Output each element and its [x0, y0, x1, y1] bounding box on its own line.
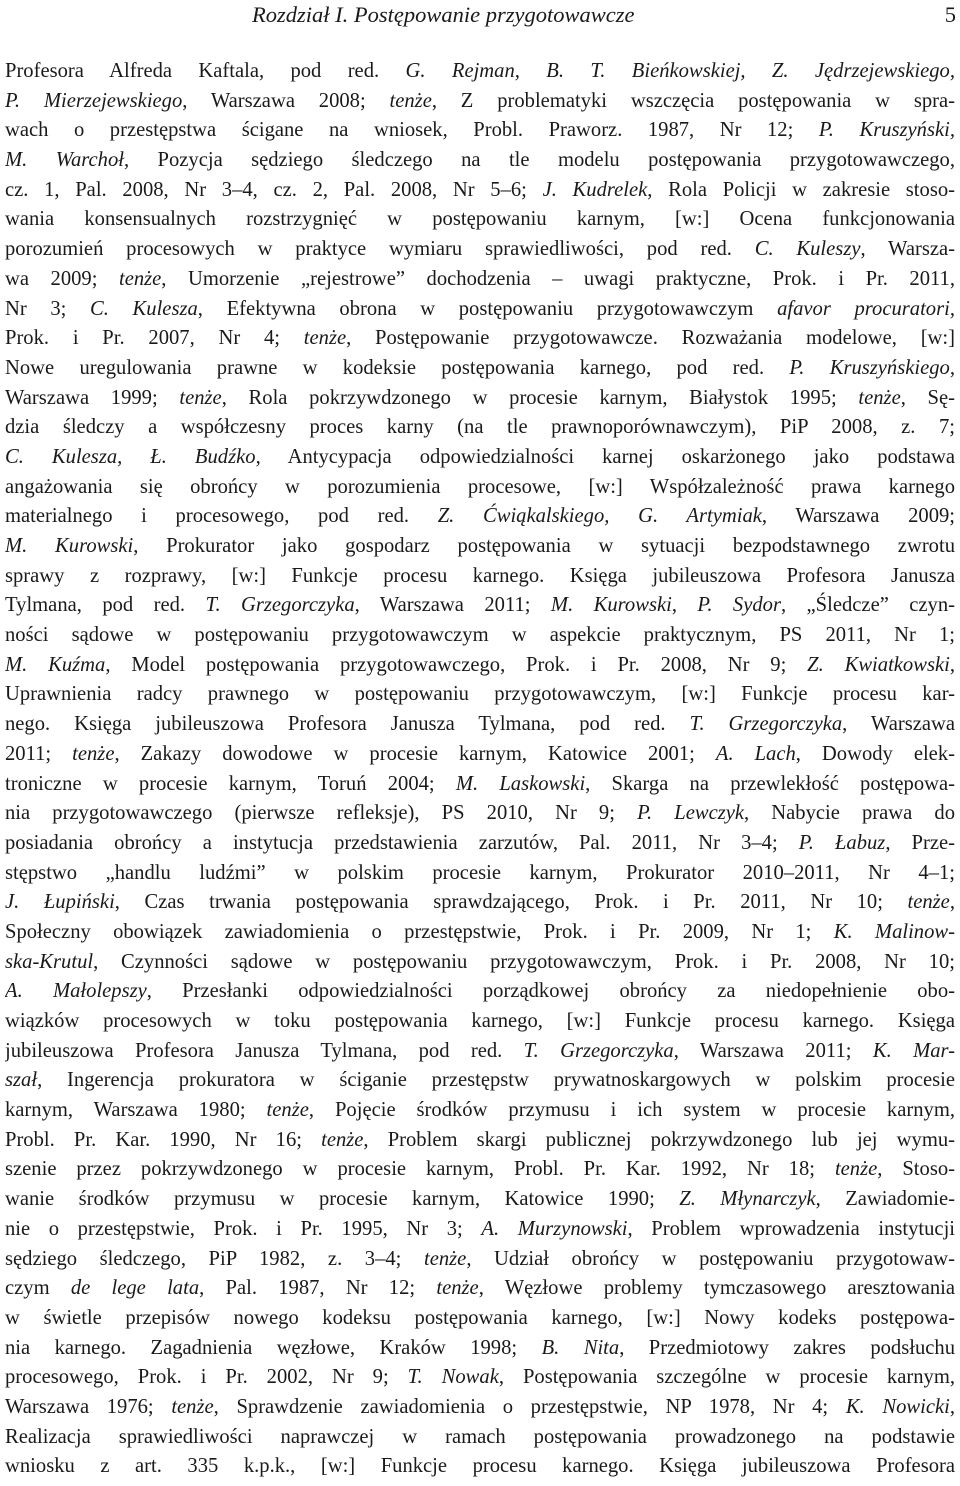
- text-segment: nia karnego. Zagadnienia węzłowe, Kraków 1998;: [5, 1336, 542, 1359]
- italic-segment: M. Laskowski: [455, 772, 586, 795]
- italic-segment: J. Kudrelek: [542, 178, 648, 201]
- italic-segment: de lege lata: [70, 1277, 200, 1300]
- text-line: [5, 87, 955, 117]
- text-line: [5, 1423, 955, 1453]
- italic-segment: K. Nowicki: [845, 1395, 950, 1418]
- italic-segment: Z. Młynarczyk: [679, 1188, 816, 1211]
- italic-segment: tenże: [389, 89, 432, 112]
- italic-segment: P. Kruszyński,: [818, 119, 955, 142]
- text-segment: Realizacja sprawiedliwości naprawczej w ramach postępowania prowadzonego na podstawie: [5, 1425, 955, 1448]
- text-segment: , Warszawa 2011;: [354, 594, 551, 617]
- text-segment: , Warsza-: [860, 238, 955, 261]
- text-line: [5, 1452, 955, 1482]
- text-segment: troniczne w procesie karnym, Toruń 2004;: [5, 772, 456, 795]
- italic-segment: P. Sydor: [697, 594, 781, 617]
- text-line: [5, 680, 955, 710]
- text-segment: nia przygotowawczego (pierwsze refleksje), PS 2010, Nr 9;: [5, 802, 638, 825]
- italic-segment: tenże: [321, 1128, 364, 1151]
- text-line: [5, 710, 955, 740]
- italic-segment: P. Lewczyk: [637, 802, 745, 825]
- text-segment: wa 2009;: [5, 267, 119, 290]
- italic-segment: afavor procuratori: [777, 297, 950, 320]
- text-segment: Uprawnienia radcy prawnego w postępowaniu przygotowawczym, [w:] Funkcje procesu kar-: [5, 683, 955, 706]
- italic-segment: M. Warchoł: [5, 149, 124, 172]
- text-segment: , Przedmiotowy zakres podsłuchu: [619, 1336, 955, 1359]
- text-segment: wiązków procesowych w toku postępowania karnego, [w:] Funkcje procesu karnego. Księga: [5, 1010, 955, 1032]
- text-line: [5, 1393, 955, 1423]
- italic-segment: C. Kulesza, Ł. Budźko: [5, 445, 256, 468]
- text-segment: , Ingerencja prokuratora w ściganie przestępstw prywatnoskargowych w polskim procesie: [37, 1069, 955, 1092]
- text-segment: Społeczny obowiązek zawiadomienia o przestępstwie, Prok. i Pr. 2009, Nr 1;: [5, 920, 834, 943]
- text-line: [5, 57, 955, 87]
- text-segment: ,: [949, 356, 955, 379]
- text-segment: stępstwo „handlu ludźmi” w polskim procesie karnym, Prokurator 2010–2011, Nr 4–1;: [5, 861, 955, 884]
- italic-segment: tenże: [72, 742, 115, 765]
- italic-segment: tenże: [834, 1158, 878, 1181]
- text-line: [5, 295, 955, 325]
- text-segment: , Model postępowania przygotowawczego, Prok. i Pr. 2008, Nr 9;: [105, 653, 808, 676]
- text-segment: , „Śledcze” czyn-: [780, 594, 955, 617]
- text-segment: , Zakazy dowodowe w procesie karnym, Katowice 2001;: [114, 742, 716, 765]
- text-line: [5, 1304, 955, 1334]
- text-line: [5, 977, 955, 1007]
- italic-segment: tenże: [266, 1099, 309, 1122]
- text-line: [5, 1274, 955, 1304]
- text-line: [5, 1066, 955, 1096]
- italic-segment: G. Rejman, B. T. Bieńkowskiej, Z. Jędrzejewskiego,: [405, 60, 955, 82]
- text-segment: cz. 1, Pal. 2008, Nr 3–4, cz. 2, Pal. 2008, Nr 5–6;: [5, 178, 543, 201]
- italic-segment: A. Lach: [715, 742, 796, 765]
- text-line: [5, 888, 955, 918]
- text-segment: , Warszawa 2011;: [673, 1039, 873, 1062]
- text-line: [5, 235, 955, 265]
- text-line: [5, 740, 955, 770]
- text-segment: , Efektywna obrona w postępowaniu przygotowawczym: [197, 297, 778, 320]
- italic-segment: K. Mar-: [872, 1039, 955, 1062]
- text-segment: sprawy z rozprawy, [w:] Funkcje procesu karnego. Księga jubileuszowa Profesora Janusza: [5, 564, 955, 587]
- text-line: [5, 562, 955, 592]
- text-line: [5, 1363, 955, 1393]
- text-segment: , Zawiadomie-: [815, 1188, 955, 1211]
- text-segment: procesowego, Prok. i Pr. 2002, Nr 9;: [5, 1366, 408, 1389]
- running-head: [0, 2, 960, 32]
- text-segment: Warszawa 1999;: [5, 386, 180, 409]
- italic-segment: C. Kuleszy: [754, 238, 861, 261]
- text-segment: , Warszawa: [842, 713, 955, 736]
- italic-segment: J. Łupiński: [5, 891, 115, 914]
- italic-segment: P. Łabuz: [798, 831, 886, 854]
- text-line: [5, 116, 955, 146]
- italic-segment: tenże: [303, 327, 347, 350]
- italic-segment: tenże: [171, 1395, 214, 1418]
- italic-segment: szał: [5, 1069, 38, 1092]
- text-segment: wanie środków przymusu w procesie karnym, Katowice 1990;: [5, 1188, 680, 1211]
- italic-segment: C. Kulesza: [90, 297, 198, 320]
- text-line: [5, 443, 955, 473]
- page-number: 5: [944, 2, 956, 27]
- text-segment: ,: [949, 1395, 955, 1418]
- text-segment: , Problem wprowadzenia instytucji: [627, 1217, 955, 1240]
- text-segment: dzia śledczy a współczesny proces karny (na tle prawnoporównawczym), PiP 2008, z. 7;: [5, 416, 955, 439]
- text-line: [5, 918, 955, 948]
- text-line: [5, 354, 955, 384]
- text-segment: porozumień procesowych w praktyce wymiaru sprawiedliwości, pod red.: [5, 238, 755, 261]
- text-segment: , Nabycie prawa do: [744, 802, 955, 825]
- italic-segment: tenże: [436, 1277, 479, 1300]
- italic-segment: Z. Kwiatkowski: [807, 653, 950, 676]
- text-line: [5, 1155, 955, 1185]
- italic-segment: ska-Krutul: [5, 950, 94, 973]
- text-line: [5, 591, 955, 621]
- text-line: [5, 384, 955, 414]
- text-segment: karnym, Warszawa 1980;: [5, 1099, 267, 1122]
- text-line: [5, 829, 955, 859]
- text-segment: , Czynności sądowe w postępowaniu przygotowawczym, Prok. i Pr. 2008, Nr 10;: [93, 950, 955, 973]
- text-segment: , Stoso-: [877, 1158, 955, 1181]
- text-segment: materialnego i procesowego, pod red.: [5, 505, 438, 528]
- text-segment: , Pozycja sędziego śledczego na tle modelu postępowania przygotowawczego,: [123, 149, 955, 172]
- text-segment: Profesora Alfreda Kaftala, pod red.: [5, 60, 406, 82]
- text-segment: 2011;: [5, 742, 73, 765]
- text-segment: , Rola pokrzywdzonego w procesie karnym, Białystok 1995;: [221, 386, 859, 409]
- text-line: [5, 1037, 955, 1067]
- text-line: [5, 413, 955, 443]
- text-segment: , Warszawa 2008;: [182, 89, 390, 112]
- text-line: [5, 1185, 955, 1215]
- text-segment: ,: [949, 653, 955, 676]
- text-segment: , Umorzenie „rejestrowe” dochodzenia – uwagi praktyczne, Prok. i Pr. 2011,: [161, 267, 955, 290]
- text-line: [5, 502, 955, 532]
- text-line: [5, 1245, 955, 1275]
- text-line: [5, 770, 955, 800]
- text-line: [5, 621, 955, 651]
- text-line: [5, 205, 955, 235]
- text-line: [5, 1007, 955, 1037]
- text-segment: , Dowody elek-: [795, 742, 955, 765]
- text-segment: Probl. Pr. Kar. 1990, Nr 16;: [5, 1128, 322, 1151]
- italic-segment: M. Kuźma: [5, 653, 106, 676]
- italic-segment: T. Nowak: [407, 1366, 499, 1389]
- text-segment: , Z problematyki wszczęcia postępowania w spra-: [431, 89, 955, 112]
- italic-segment: K. Malinow-: [833, 920, 955, 943]
- text-segment: wniosku z art. 335 k.p.k., [w:] Funkcje procesu karnego. Księga jubileuszowa Profesora: [5, 1455, 955, 1478]
- text-segment: jubileuszowa Profesora Janusza Tylmana, pod red.: [5, 1039, 524, 1062]
- text-segment: , Rola Policji w zakresie stoso-: [647, 178, 955, 201]
- italic-segment: tenże: [907, 891, 950, 914]
- text-segment: wania konsensualnych rozstrzygnięć w postępowaniu karnym, [w:] Ocena funkcjonowania: [5, 208, 955, 231]
- italic-segment: T. Grzegorczyka: [523, 1039, 674, 1062]
- text-segment: , Sę-: [900, 386, 955, 409]
- text-segment: , Sprawdzenie zawiadomienia o przestępstwie, NP 1978, Nr 4;: [213, 1395, 846, 1418]
- text-segment: sędziego śledczego, PiP 1982, z. 3–4;: [5, 1247, 424, 1270]
- text-segment: ,: [671, 594, 698, 617]
- text-segment: posiadania obrońcy a instytucja przedstawienia zarzutów, Pal. 2011, Nr 3–4;: [5, 831, 799, 854]
- text-segment: Warszawa 1976;: [5, 1395, 172, 1418]
- text-segment: ności sądowe w postępowaniu przygotowawczym w aspekcie praktycznym, PS 2011, Nr 1;: [5, 624, 955, 647]
- text-segment: , Antycypacja odpowiedzialności karnej oskarżonego jako podstawa: [255, 445, 955, 468]
- text-segment: wach o przestępstwa ścigane na wniosek, Probl. Praworz. 1987, Nr 12;: [5, 119, 819, 142]
- italic-segment: M. Kurowski: [5, 535, 134, 557]
- text-segment: Nr 3;: [5, 297, 91, 320]
- text-segment: ,: [949, 297, 955, 320]
- text-segment: , Pal. 1987, Nr 12;: [199, 1277, 437, 1300]
- text-segment: Prok. i Pr. 2007, Nr 4;: [5, 327, 304, 350]
- italic-segment: tenże: [179, 386, 222, 409]
- text-line: [5, 1096, 955, 1126]
- text-segment: , Węzłowe problemy tymczasowego aresztowania: [478, 1277, 955, 1300]
- text-line: [5, 146, 955, 176]
- text-segment: angażowania się obrońcy w porozumienia procesowe, [w:] Współzależność prawa karnego: [5, 475, 955, 498]
- italic-segment: tenże: [118, 267, 162, 290]
- italic-segment: tenże: [858, 386, 901, 409]
- text-segment: , Udział obrońcy w postępowaniu przygotowaw-: [466, 1247, 955, 1270]
- italic-segment: B. Nita: [541, 1336, 620, 1359]
- italic-segment: P. Kruszyńskiego: [789, 356, 950, 379]
- text-segment: , Pojęcie środków przymusu i ich system w procesie karnym,: [308, 1099, 955, 1122]
- text-line: [5, 532, 955, 562]
- text-segment: , Prze-: [885, 831, 955, 854]
- text-segment: nie o przestępstwie, Prok. i Pr. 1995, Nr 3;: [5, 1217, 482, 1240]
- italic-segment: T. Grzegorczyka: [205, 594, 355, 617]
- italic-segment: A. Małolepszy: [5, 980, 147, 1003]
- text-line: [5, 859, 955, 889]
- text-segment: czym: [5, 1277, 71, 1300]
- text-line: [5, 176, 955, 206]
- text-line: [5, 265, 955, 295]
- italic-segment: P. Mierzejewskiego: [5, 89, 183, 112]
- text-segment: szenie przez pokrzywdzonego w procesie karnym, Probl. Pr. Kar. 1992, Nr 18;: [5, 1158, 835, 1181]
- text-line: [5, 324, 955, 354]
- italic-segment: T. Grzegorczyka: [689, 713, 843, 736]
- italic-segment: tenże: [424, 1247, 467, 1270]
- italic-segment: A. Murzynowski: [481, 1217, 628, 1240]
- text-segment: nego. Księga jubileuszowa Profesora Janusza Tylmana, pod red.: [5, 713, 690, 736]
- text-segment: ,: [949, 891, 955, 914]
- text-line: [5, 948, 955, 978]
- text-segment: Tylmana, pod red.: [5, 594, 206, 617]
- chapter-title: Rozdział I. Postępowanie przygotowawcze: [252, 2, 635, 27]
- text-segment: , Skarga na przewlekłość postępowa-: [585, 772, 955, 795]
- bibliography-paragraph: [5, 57, 955, 1482]
- text-segment: , Postępowania szczególne w procesie karnym,: [498, 1366, 955, 1389]
- italic-segment: Z. Ćwiąkalskiego, G. Artymiak: [437, 505, 762, 528]
- text-segment: Nowe uregulowania prawne w kodeksie postępowania karnego, pod red.: [5, 356, 790, 379]
- text-line: [5, 1334, 955, 1364]
- text-line: [5, 473, 955, 503]
- text-segment: , Warszawa 2009;: [761, 505, 955, 528]
- text-segment: , Prokurator jako gospodarz postępowania w sytuacji bezpodstawnego zwrotu: [133, 535, 955, 557]
- text-line: [5, 651, 955, 681]
- text-line: [5, 1215, 955, 1245]
- text-line: [5, 1126, 955, 1156]
- text-segment: w świetle przepisów nowego kodeksu postępowania karnego, [w:] Nowy kodeks postępowa-: [5, 1306, 955, 1329]
- text-segment: , Problem skargi publicznej pokrzywdzonego lub jej wymu-: [363, 1128, 955, 1151]
- text-segment: , Przesłanki odpowiedzialności porządkowej obrońcy za niedopełnienie obo-: [146, 980, 955, 1003]
- text-segment: , Postępowanie przygotowawcze. Rozważania modelowe, [w:]: [346, 327, 955, 350]
- text-segment: , Czas trwania postępowania sprawdzającego, Prok. i Pr. 2011, Nr 10;: [114, 891, 908, 914]
- italic-segment: M. Kurowski: [550, 594, 672, 617]
- text-line: [5, 799, 955, 829]
